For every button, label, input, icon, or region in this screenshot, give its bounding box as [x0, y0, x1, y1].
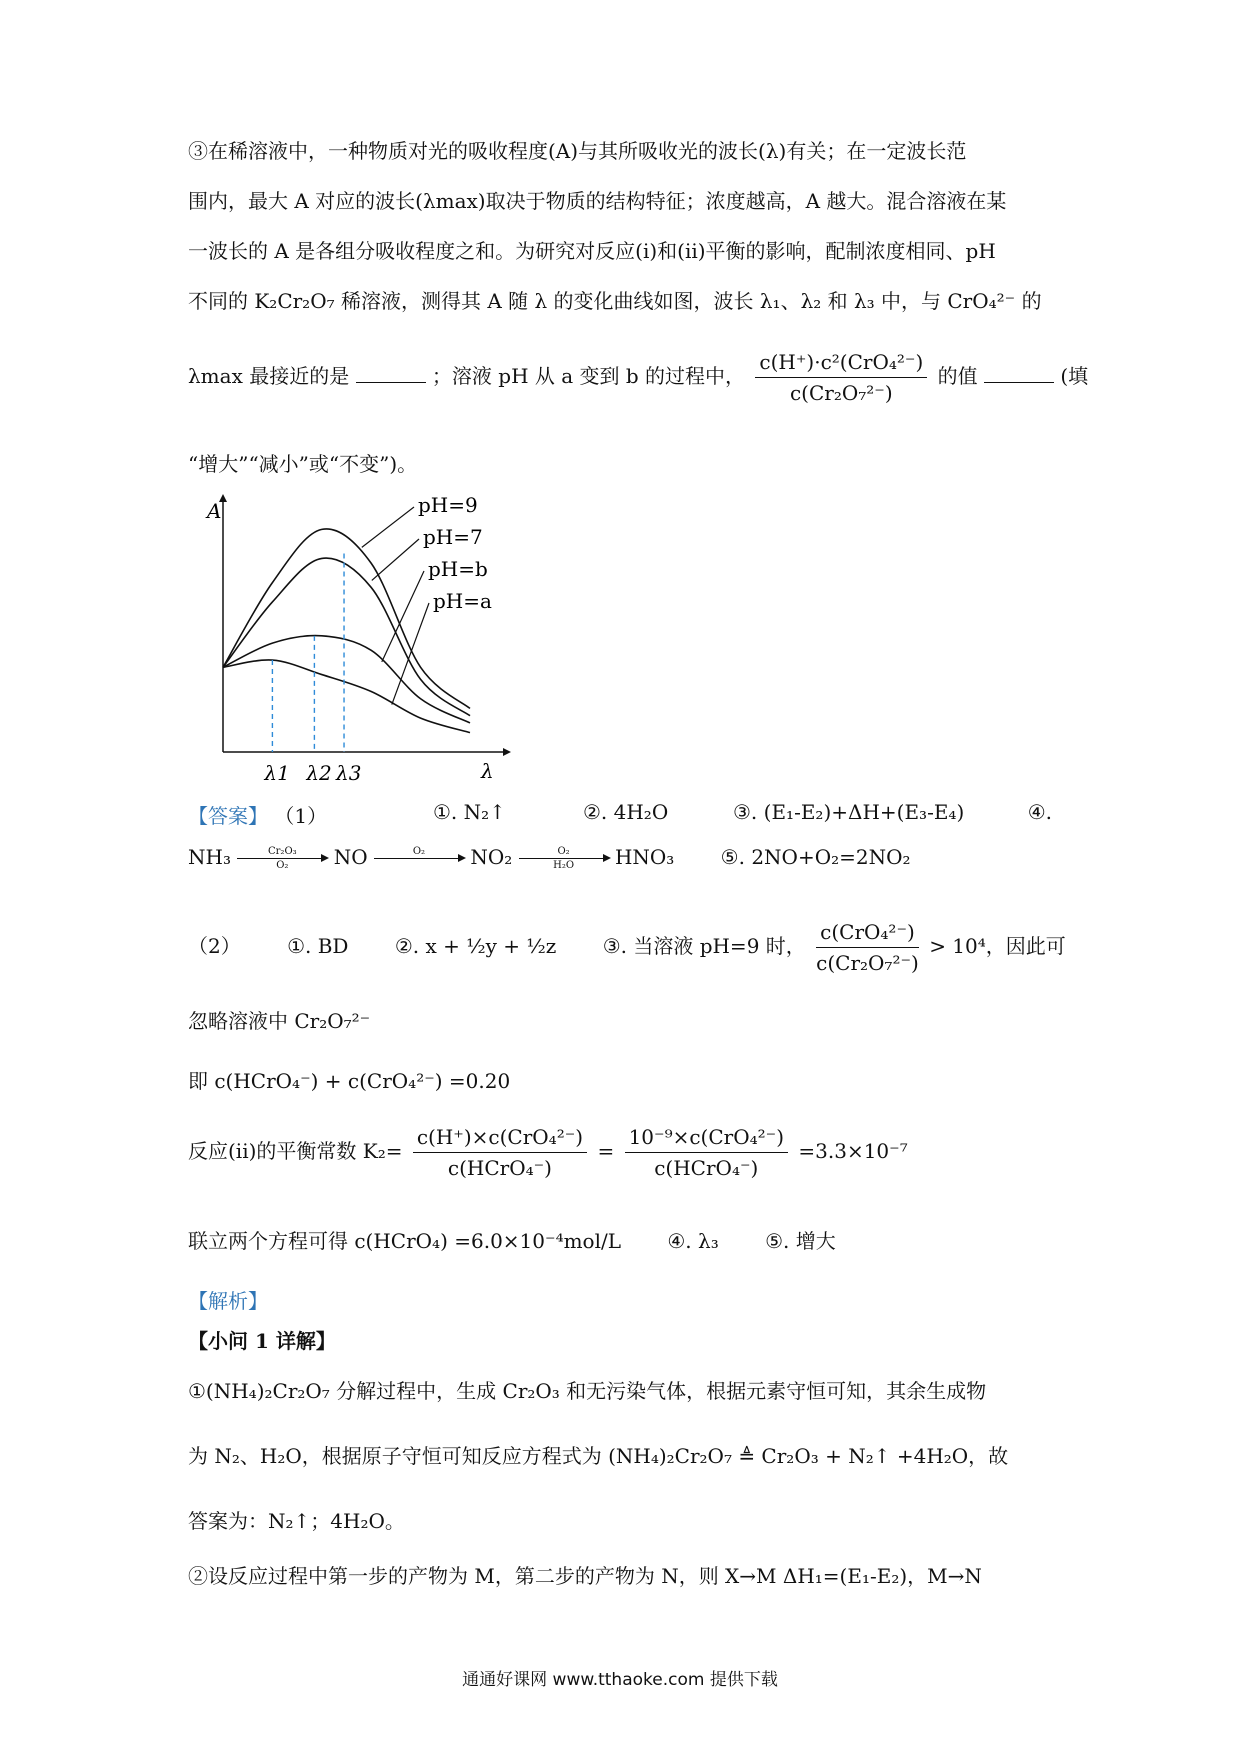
answer-2-2: ②. x + ½y + ½z — [394, 934, 557, 958]
q3-line-5-c: 的值 — [937, 364, 978, 388]
k2-equals: = — [597, 1139, 615, 1163]
q3-line-2: 围内，最大 A 对应的波长(λmax)取决于物质的结构特征；浓度越高，A 越大。混合溶液在某 — [188, 189, 1007, 213]
legend-ph-9: pH=9 — [418, 493, 478, 517]
legend-ph-7: pH=7 — [423, 525, 483, 549]
q3-line-5 — [188, 350, 1089, 405]
x-axis-label: λ — [481, 759, 494, 783]
ratio-numerator: c(H⁺)·c²(CrO₄²⁻) — [755, 350, 927, 378]
k2-prefix: 反应(ii)的平衡常数 K₂= — [188, 1139, 403, 1163]
leader-ph-7 — [372, 539, 419, 580]
chain-arrow-2-top: O₂ — [412, 846, 426, 857]
chain-arrow-3-bar — [519, 858, 609, 859]
chain-arrow-3-top: O₂ — [557, 846, 570, 857]
analysis-subheading: 【小问 1 详解】 — [188, 1329, 336, 1353]
answer-2-1: ①. BD — [287, 934, 349, 958]
cro4-ratio-numerator: c(CrO₄²⁻) — [816, 920, 919, 948]
answer-1-3: ③. (E₁-E₂)+ΔH+(E₃-E₄) — [733, 800, 965, 824]
legend-ph-b: pH=b — [428, 557, 488, 581]
answer-line-2 — [188, 920, 1066, 975]
join-line — [188, 1225, 1052, 1254]
k2-fraction-1 — [413, 1125, 587, 1180]
analysis-line-1: ①(NH₄)₂Cr₂O₇ 分解过程中，生成 Cr₂O₃ 和无污染气体，根据元素守恒可知，其余生成物 — [188, 1379, 987, 1403]
chain-no: NO — [333, 845, 368, 869]
k2-line — [188, 1125, 1052, 1180]
curves-group — [223, 493, 492, 733]
answer-part-2: （2） — [188, 934, 241, 958]
answer-part-1: （1） — [274, 804, 328, 828]
answer-1-2: ②. 4H₂O — [583, 800, 669, 824]
k2-numerator-1: c(H⁺)×c(CrO₄²⁻) — [413, 1125, 587, 1153]
join-text: 联立两个方程可得 c(HCrO₄) =6.0×10⁻⁴mol/L — [188, 1229, 622, 1253]
tick-label-3: λ3 — [336, 761, 362, 785]
k2-fraction-2 — [625, 1125, 788, 1180]
analysis-label: 【解析】 — [188, 1289, 268, 1313]
chain-arrow-1-bar — [237, 858, 327, 859]
analysis-line-3: 答案为：N₂↑；4H₂O。 — [188, 1509, 405, 1533]
q3-line-3: 一波长的 A 是各组分吸收程度之和。为研究对反应(i)和(ii)平衡的影响，配制浓度相同、pH — [188, 239, 996, 263]
chain-hno3: HNO₃ — [614, 845, 675, 869]
cro4-ratio-denominator: c(Cr₂O₇²⁻) — [816, 951, 919, 975]
answer-2-3-suffix: > 10⁴，因此可 — [929, 934, 1066, 958]
k2-denominator-2: c(HCrO₄⁻) — [654, 1156, 759, 1180]
ratio-fraction — [755, 350, 927, 405]
k2-value: =3.3×10⁻⁷ — [798, 1139, 908, 1163]
legend-ph-a: pH=a — [433, 589, 492, 613]
chain-arrow-1-top: Cr₂O₃ — [268, 846, 297, 857]
q3-line-6: “增大”“减小”或“不变”)。 — [188, 452, 418, 476]
q3-line-4: 不同的 K₂Cr₂O₇ 稀溶液，测得其 A 随 λ 的变化曲线如图，波长 λ₁、λ₂ 和 λ₃ 中，与 CrO₄²⁻ 的 — [188, 289, 1042, 313]
answer-label: 【答案】 — [188, 804, 268, 828]
analysis-line-2: 为 N₂、H₂O，根据原子守恒可知反应方程式为 (NH₄)₂Cr₂O₇ ≜ Cr₂O₃ + N₂↑ +4H₂O，故 — [188, 1444, 1009, 1468]
chain-arrow-2-bar — [374, 858, 464, 859]
ticks-group — [263, 554, 361, 785]
x-axis-arrow — [503, 748, 511, 756]
answer-2-3-prefix: ③. 当溶液 pH=9 时， — [602, 934, 806, 958]
tick-label-1: λ1 — [264, 761, 290, 785]
chain-no2: NO₂ — [470, 845, 513, 869]
q3-line-1: ③在稀溶液中，一种物质对光的吸收程度(A)与其所吸收光的波长(λ)有关；在一定波长范 — [188, 139, 967, 163]
answer-2-5: ⑤. 增大 — [765, 1229, 836, 1253]
answer-line-1 — [188, 800, 1052, 829]
y-axis-label: A — [207, 499, 222, 523]
chain-nh3: NH₃ — [188, 845, 231, 869]
curve-ph-a — [223, 660, 470, 733]
answer-1-1: ①. N₂↑ — [433, 800, 506, 824]
cro4-ratio-fraction — [816, 920, 919, 975]
answer-2-4: ④. λ₃ — [667, 1229, 719, 1253]
conversion-chain — [188, 845, 1052, 871]
k2-numerator-2: 10⁻⁹×c(CrO₄²⁻) — [625, 1125, 788, 1153]
q3-line-5-a: λmax 最接近的是 — [188, 364, 350, 388]
q3-line-5-d: (填 — [1060, 364, 1089, 388]
leader-ph-9 — [362, 507, 414, 547]
footer: 通通好课网 www.tthaoke.com 提供下载 — [462, 1670, 778, 1690]
ratio-denominator: c(Cr₂O₇²⁻) — [789, 381, 893, 405]
answer-blank-2 — [984, 364, 1054, 383]
answer-line-3: 忽略溶液中 Cr₂O₇²⁻ — [188, 1009, 371, 1033]
chain-arrow-1-bottom: O₂ — [276, 860, 289, 871]
chain-arrow-3-bottom: H₂O — [553, 860, 575, 871]
k2-denominator-1: c(HCrO₄⁻) — [447, 1156, 552, 1180]
analysis-line-4: ②设反应过程中第一步的产物为 M，第二步的产物为 N，则 X→M ΔH₁=(E₁-E₂)，M→N — [188, 1564, 982, 1588]
tick-label-2: λ2 — [306, 761, 332, 785]
curve-ph-7 — [223, 558, 470, 716]
answer-1-4: ④. — [1027, 800, 1052, 824]
answer-line-4: 即 c(HCrO₄⁻) + c(CrO₄²⁻) =0.20 — [188, 1069, 511, 1093]
chain-arrow-2 — [374, 846, 464, 871]
chain-arrow-3 — [519, 846, 609, 871]
answer-1-5: ⑤. 2NO+O₂=2NO₂ — [720, 845, 911, 869]
chain-arrow-1 — [237, 846, 327, 871]
q3-line-5-b: ；溶液 pH 从 a 变到 b 的过程中， — [431, 364, 746, 388]
curve-ph-b — [223, 636, 470, 723]
absorbance-chart — [185, 490, 515, 790]
answer-blank-1 — [356, 364, 426, 383]
